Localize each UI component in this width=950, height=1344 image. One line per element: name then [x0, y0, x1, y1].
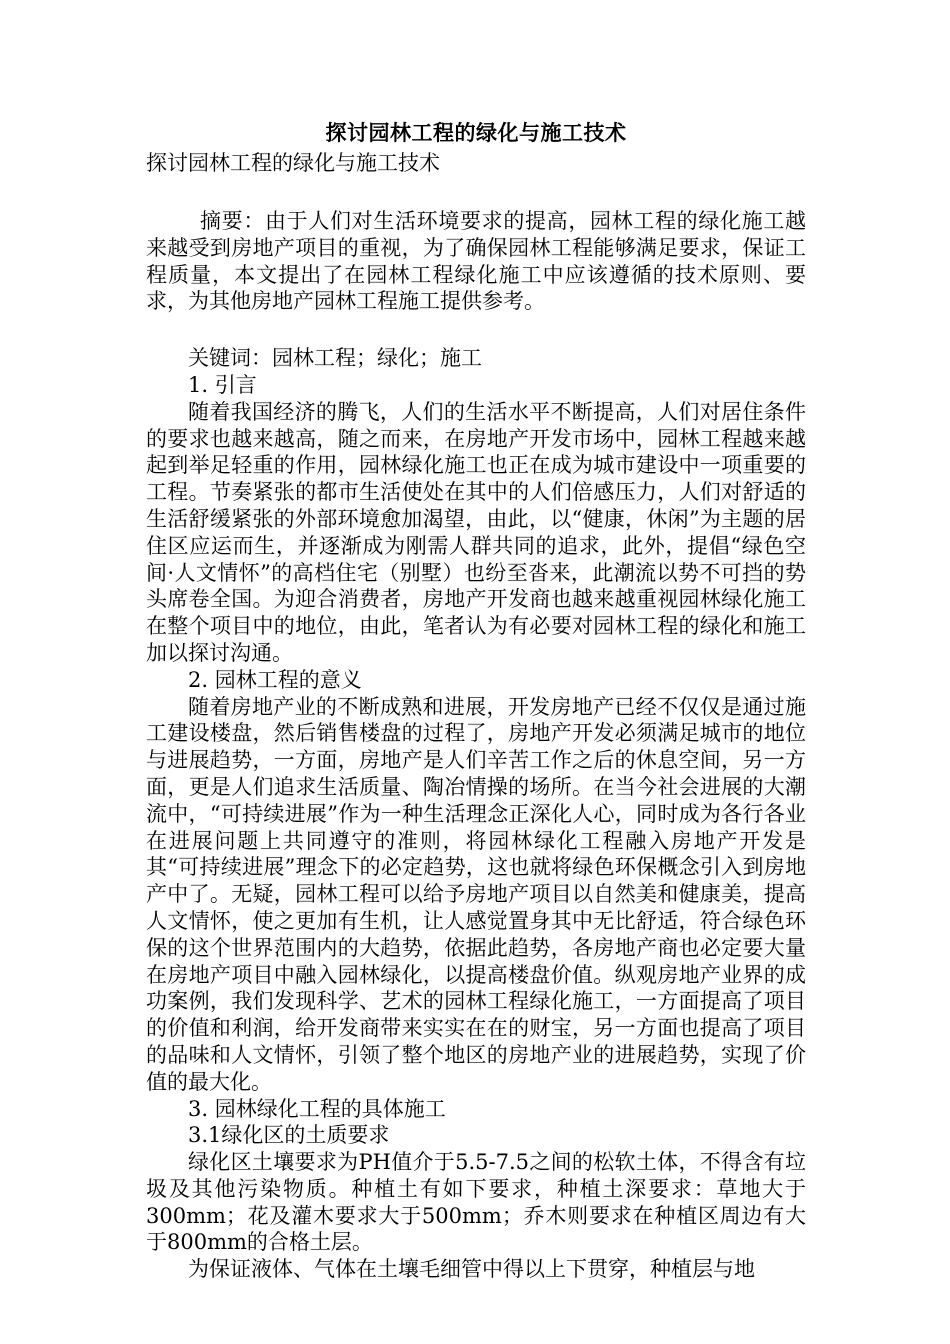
- section-heading-construction: 3. 园林绿化工程的具体施工: [188, 1096, 446, 1121]
- body-paragraph: 随着房地产业的不断成熟和进展，开发房地产已经不仅仅是通过施工建设楼盘，然后销售楼盘的过程了，房地产开发必须满足城市的地位与进展趋势，一方面，房地产是人们辛苦工作之后的休息空间，另一方面，更是人们追求生活质量、陶冶情操的场所。在当今社会进展的大潮流中，“可持续进展”作为一种生活理念正深化人心，同时成为各行各业在进展问题上共同遵守的准则，将园林绿化工程融入房地产开发是其“可持续进展”理念下的必定趋势，这也就将绿色环保概念引入到房地产中了。无疑，园林工程可以给予房地产项目以自然美和健康美，提高人文情怀，使之更加有生机，让人感觉置身其中无比舒适，符合绿色环保的这个世界范围内的大趋势，依据此趋势，各房地产商也必定要大量在房地产项目中融入园林绿化，以提高楼盘价值。纵观房地产业界的成功案例，我们发现科学、艺术的园林工程绿化施工，一方面提高了项目的价值和利润，给开发商带来实实在在的财宝，另一方面也提高了项目的品味和人文情怀，引领了整个地区的房地产业的进展趋势，实现了价值的最大化。: [146, 694, 806, 1094]
- blank-line: [146, 315, 806, 345]
- body-paragraph: 随着我国经济的腾飞，人们的生活水平不断提高，人们对居住条件的要求也越来越高，随之而来，在房地产开发市场中，园林工程越来越起到举足轻重的作用，园林绿化施工也正在成为城市建设中一项重要的工程。节奏紧张的都市生活使处在其中的人们倍感压力，人们对舒适的生活舒缓紧张的外部环境愈加渴望，由此，以“健康，休闲”为主题的居住区应运而生，并逐渐成为刚需人群共同的追求，此外，提倡“绿色空间·人文情怀”的高档住宅（别墅）也纷至沓来，此潮流以势不可挡的势头席卷全国。为迎合消费者，房地产开发商也越来越重视园林绿化施工在整个项目中的地位，由此，笔者认为有必要对园林工程的绿化和施工加以探讨沟通。: [146, 399, 806, 665]
- blank-line: [146, 178, 806, 208]
- body-paragraph: 绿化区土壤要求为PH值介于5.5-7.5之间的松软土体，不得含有垃圾及其他污染物质。种植土有如下要求，种植土深要求：草地大于300mm；花及灌木要求大于500mm；乔木则要求在种植区周边有大于800mm的合格土层。: [146, 1150, 806, 1255]
- keywords-line: 关键词：园林工程；绿化；施工: [188, 346, 482, 371]
- abstract-paragraph: 摘要：由于人们对生活环境要求的提高，园林工程的绿化施工越来越受到房地产项目的重视，为了确保园林工程能够满足要求，保证工程质量，本文提出了在园林工程绿化施工中应该遵循的技术原则、要求，为其他房地产园林工程施工提供参考。: [146, 209, 806, 314]
- section-heading-intro: 1. 引言: [188, 372, 257, 397]
- document-title: 探讨园林工程的绿化与施工技术: [325, 121, 627, 145]
- document-subtitle: 探讨园林工程的绿化与施工技术: [146, 151, 440, 175]
- body-paragraph: 为保证液体、气体在土壤毛细管中得以上下贯穿，种植层与地: [188, 1257, 755, 1282]
- subsection-heading-soil: 3.1绿化区的土质要求: [188, 1123, 390, 1148]
- document-page: [146, 118, 806, 1283]
- section-heading-significance: 2. 园林工程的意义: [188, 667, 362, 692]
